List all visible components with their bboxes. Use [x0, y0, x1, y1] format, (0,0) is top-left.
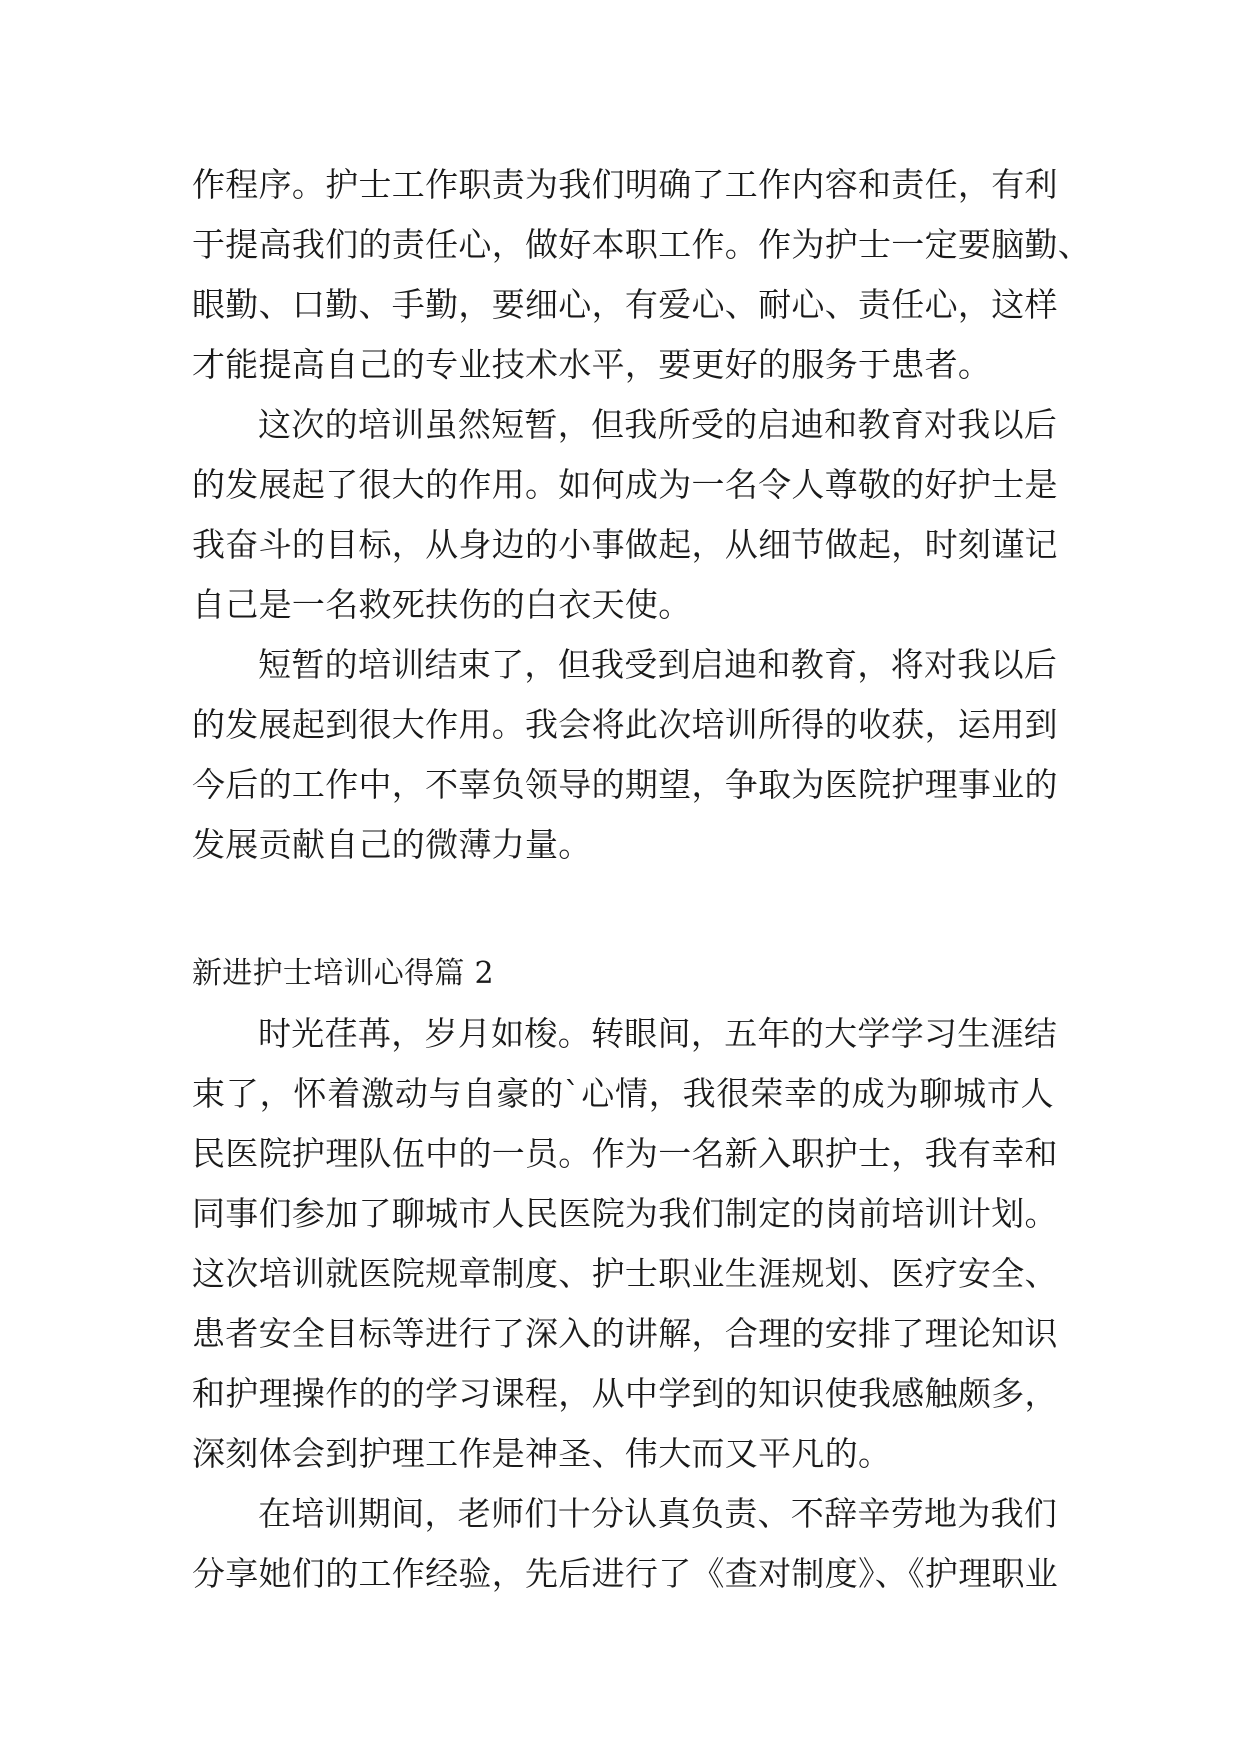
- text-line: 深刻体会到护理工作是神圣、伟大而又平凡的。: [192, 1434, 892, 1473]
- text-line: 的发展起了很大的作用。如何成为一名令人尊敬的好护士是: [192, 465, 1058, 504]
- section-heading: 新进护士培训心得篇 2: [192, 956, 494, 991]
- text-line: 时光荏苒，岁月如梭。转眼间，五年的大学学习生涯结: [258, 1014, 1058, 1053]
- text-line: 同事们参加了聊城市人民医院为我们制定的岗前培训计划。: [192, 1194, 1058, 1233]
- text-line: 束了，怀着激动与自豪的`心情，我很荣幸的成为聊城市人: [192, 1074, 1054, 1113]
- text-line: 分享她们的工作经验，先后进行了《查对制度》、《护理职业: [192, 1554, 1059, 1593]
- text-line: 发展贡献自己的微薄力量。: [192, 825, 592, 864]
- text-line: 自己是一名救死扶伤的白衣天使。: [192, 585, 692, 624]
- paragraph: [192, 1484, 1059, 1604]
- paragraph: [192, 395, 1058, 635]
- text-line: 和护理操作的的学习课程，从中学到的知识使我感触颇多，: [192, 1374, 1058, 1413]
- text-line: 患者安全目标等进行了深入的讲解，合理的安排了理论知识: [192, 1314, 1058, 1353]
- text-line: 在培训期间，老师们十分认真负责、不辞辛劳地为我们: [258, 1494, 1058, 1533]
- text-line: 这次的培训虽然短暂，但我所受的启迪和教育对我以后: [258, 405, 1058, 444]
- text-line: 这次培训就医院规章制度、护士职业生涯规划、医疗安全、: [192, 1254, 1058, 1293]
- section-spacer: [192, 875, 1054, 944]
- paragraph: [192, 1004, 1058, 1484]
- text-line: 今后的工作中，不辜负领导的期望，争取为医院护理事业的: [192, 765, 1058, 804]
- text-line: 于提高我们的责任心，做好本职工作。作为护士一定要脑勤、: [192, 225, 1092, 264]
- text-line: 短暂的培训结束了，但我受到启迪和教育，将对我以后: [258, 645, 1058, 684]
- text-line: 民医院护理队伍中的一员。作为一名新入职护士，我有幸和: [192, 1134, 1058, 1173]
- text-line: 作程序。护士工作职责为我们明确了工作内容和责任，有利: [192, 165, 1058, 204]
- paragraph: [192, 635, 1058, 875]
- paragraph: [192, 155, 1092, 395]
- text-line: 的发展起到很大作用。我会将此次培训所得的收获，运用到: [192, 705, 1058, 744]
- document-page: [192, 155, 1092, 1604]
- text-line: 眼勤、口勤、手勤，要细心，有爱心、耐心、责任心，这样: [192, 285, 1058, 324]
- text-line: 才能提高自己的专业技术水平，要更好的服务于患者。: [192, 345, 992, 384]
- text-line: 我奋斗的目标，从身边的小事做起，从细节做起，时刻谨记: [192, 525, 1058, 564]
